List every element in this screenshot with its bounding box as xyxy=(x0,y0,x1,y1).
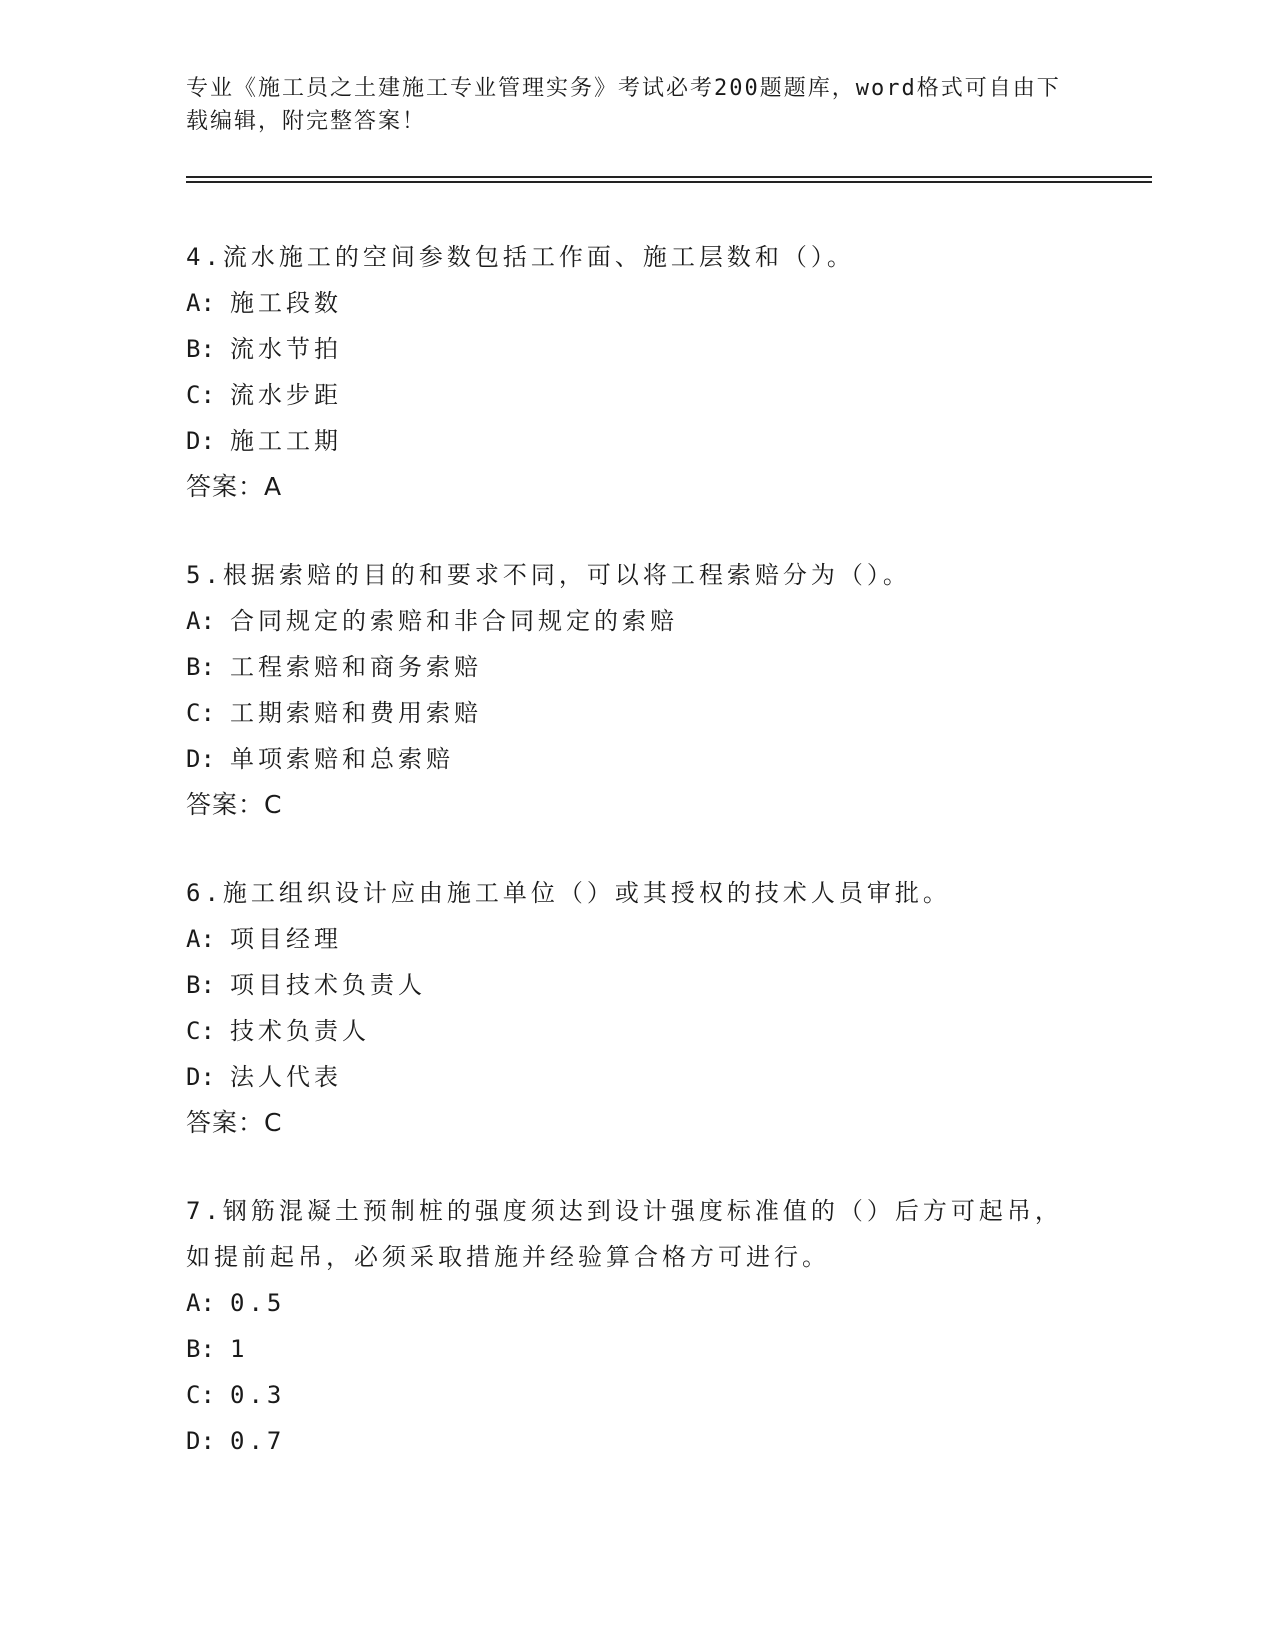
option-d xyxy=(186,1054,1086,1100)
option-letter: D: xyxy=(186,1427,215,1455)
option-a xyxy=(186,598,1086,644)
option-text: 技术负责人 xyxy=(230,1017,370,1045)
option-text: 1 xyxy=(230,1335,249,1363)
option-text: 项目技术负责人 xyxy=(230,971,426,999)
question-7 xyxy=(186,1188,1086,1464)
option-d xyxy=(186,736,1086,782)
option-text: 流水节拍 xyxy=(230,335,342,363)
answer-line: 答案：C xyxy=(186,790,283,819)
option-b xyxy=(186,962,1086,1008)
question-stem: 7.钢筋混凝土预制桩的强度须达到设计强度标准值的（）后方可起吊，如提前起吊，必须采取措施并经验算合格方可进行。 xyxy=(186,1197,1063,1271)
option-letter: D: xyxy=(186,427,215,455)
option-text: 工程索赔和商务索赔 xyxy=(230,653,482,681)
option-text: 合同规定的索赔和非合同规定的索赔 xyxy=(230,607,678,635)
option-text: 施工段数 xyxy=(230,289,342,317)
option-text: 工期索赔和费用索赔 xyxy=(230,699,482,727)
option-d xyxy=(186,1418,1086,1464)
option-letter: B: xyxy=(186,653,215,681)
question-6 xyxy=(186,870,1086,1146)
option-letter: C: xyxy=(186,699,215,727)
option-a xyxy=(186,1280,1086,1326)
option-letter: B: xyxy=(186,1335,215,1363)
option-a xyxy=(186,916,1086,962)
option-text: 单项索赔和总索赔 xyxy=(230,745,454,773)
option-letter: A: xyxy=(186,1289,215,1317)
answer-line: 答案：A xyxy=(186,472,283,501)
document-header-text: 专业《施工员之土建施工专业管理实务》考试必考200题题库，word格式可自由下载编辑，附完整答案！ xyxy=(186,76,1061,134)
option-text: 施工工期 xyxy=(230,427,342,455)
option-text: 0.5 xyxy=(230,1289,286,1317)
option-a xyxy=(186,280,1086,326)
option-text: 0.3 xyxy=(230,1381,286,1409)
option-letter: A: xyxy=(186,289,215,317)
option-letter: C: xyxy=(186,1017,215,1045)
option-text: 流水步距 xyxy=(230,381,342,409)
option-text: 法人代表 xyxy=(230,1063,342,1091)
option-c xyxy=(186,372,1086,418)
option-letter: A: xyxy=(186,607,215,635)
option-c xyxy=(186,1372,1086,1418)
option-letter: D: xyxy=(186,745,215,773)
question-5 xyxy=(186,552,1086,828)
answer-line: 答案：C xyxy=(186,1108,283,1137)
option-text: 项目经理 xyxy=(230,925,342,953)
header-divider-line-top xyxy=(186,176,1152,178)
option-letter: A: xyxy=(186,925,215,953)
option-letter: C: xyxy=(186,1381,215,1409)
option-b xyxy=(186,326,1086,372)
question-4 xyxy=(186,234,1086,510)
option-letter: D: xyxy=(186,1063,215,1091)
header-divider-line-bottom xyxy=(186,181,1152,183)
option-letter: B: xyxy=(186,335,215,363)
option-letter: B: xyxy=(186,971,215,999)
option-letter: C: xyxy=(186,381,215,409)
question-stem: 6.施工组织设计应由施工单位（）或其授权的技术人员审批。 xyxy=(186,879,951,907)
option-c xyxy=(186,690,1086,736)
option-b xyxy=(186,644,1086,690)
question-stem: 5.根据索赔的目的和要求不同，可以将工程索赔分为（）。 xyxy=(186,561,911,589)
option-b xyxy=(186,1326,1086,1372)
option-text: 0.7 xyxy=(230,1427,286,1455)
option-d xyxy=(186,418,1086,464)
option-c xyxy=(186,1008,1086,1054)
question-stem: 4.流水施工的空间参数包括工作面、施工层数和（）。 xyxy=(186,243,855,271)
